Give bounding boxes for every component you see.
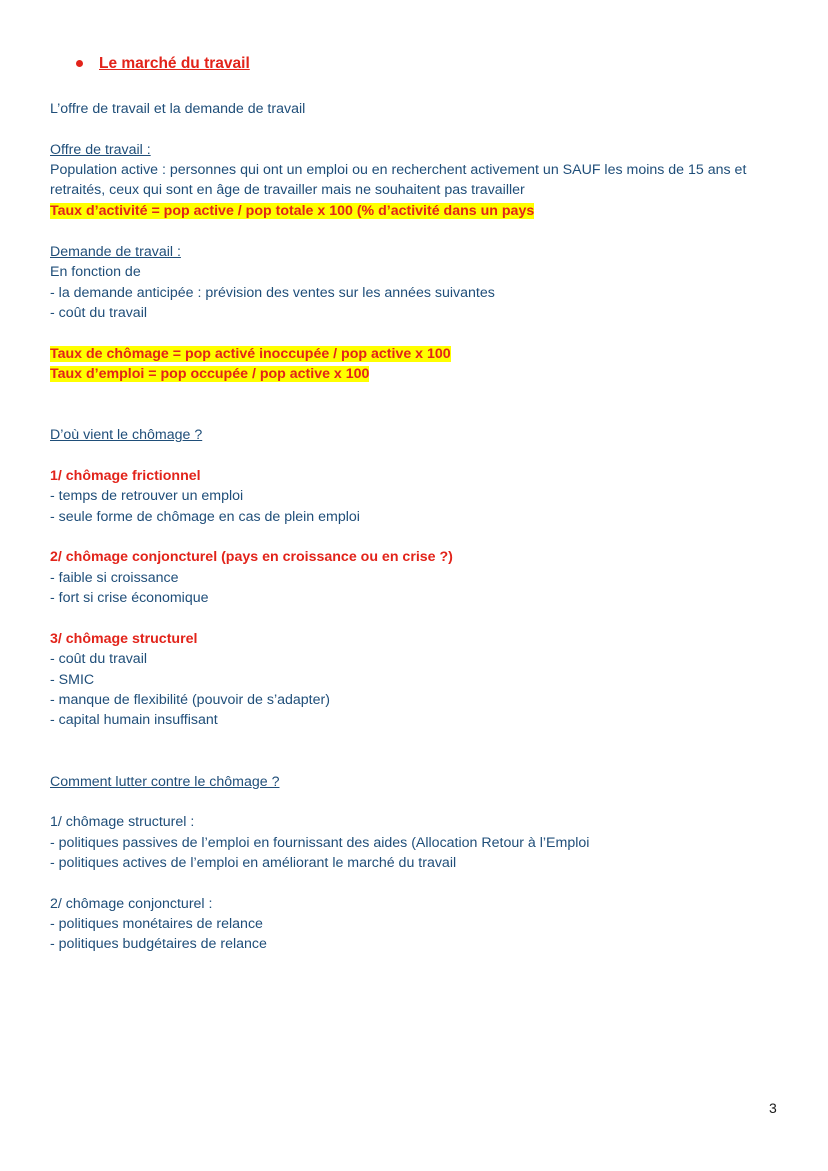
list-item: - politiques monétaires de relance <box>50 916 263 932</box>
offre-heading: Offre de travail : <box>50 142 151 158</box>
offre-formula: Taux d’activité = pop active / pop totale x 100 (% d’activité dans un pays <box>50 203 535 219</box>
list-item: - fort si crise économique <box>50 590 209 606</box>
demande-intro: En fonction de <box>50 264 141 280</box>
bullet-icon <box>76 60 83 67</box>
formula-chomage: Taux de chômage = pop activé inoccupée / pop active x 100 <box>50 346 451 362</box>
list-item: - coût du travail <box>50 305 147 321</box>
lutte-structurel-title: 1/ chômage structurel : <box>50 814 195 830</box>
offre-text: Population active : personnes qui ont un emploi ou en recherchent activement un SAUF les moins de 15 ans et retraités, ceux qui sont en âge de travailler mais ne souhaitent pas travailler <box>50 162 747 198</box>
subtitle: L’offre de travail et la demande de travail <box>50 101 306 117</box>
frictionnel-title: 1/ chômage frictionnel <box>50 468 201 484</box>
list-item: - seule forme de chômage en cas de plein emploi <box>50 509 360 525</box>
list-item: - la demande anticipée : prévision des ventes sur les années suivantes <box>50 285 495 301</box>
section-title-row <box>76 53 250 75</box>
structurel-title: 3/ chômage structurel <box>50 631 198 647</box>
origine-heading: D’où vient le chômage ? <box>50 427 203 443</box>
page-number: 3 <box>769 1100 777 1116</box>
formula-line <box>50 364 369 384</box>
formula-emploi: Taux d’emploi = pop occupée / pop active x 100 <box>50 366 370 382</box>
list-item: - temps de retrouver un emploi <box>50 488 244 504</box>
list-item: - politiques budgétaires de relance <box>50 936 267 952</box>
lutte-conjoncturel-title: 2/ chômage conjoncturel : <box>50 896 213 912</box>
conjoncturel-title: 2/ chômage conjoncturel (pays en croissance ou en crise ?) <box>50 549 453 565</box>
list-item: - politiques passives de l’emploi en fournissant des aides (Allocation Retour à l’Emploi <box>50 835 590 851</box>
page-title: Le marché du travail <box>99 55 250 72</box>
lutte-heading: Comment lutter contre le chômage ? <box>50 774 280 790</box>
list-item: - manque de flexibilité (pouvoir de s’adapter) <box>50 692 330 708</box>
formula-line <box>50 344 451 364</box>
list-item: - faible si croissance <box>50 570 179 586</box>
demande-heading: Demande de travail : <box>50 244 181 260</box>
offre-formula-line <box>50 201 534 221</box>
list-item: - capital humain insuffisant <box>50 712 218 728</box>
list-item: - politiques actives de l’emploi en améliorant le marché du travail <box>50 855 457 871</box>
list-item: - SMIC <box>50 672 95 688</box>
list-item: - coût du travail <box>50 651 147 667</box>
